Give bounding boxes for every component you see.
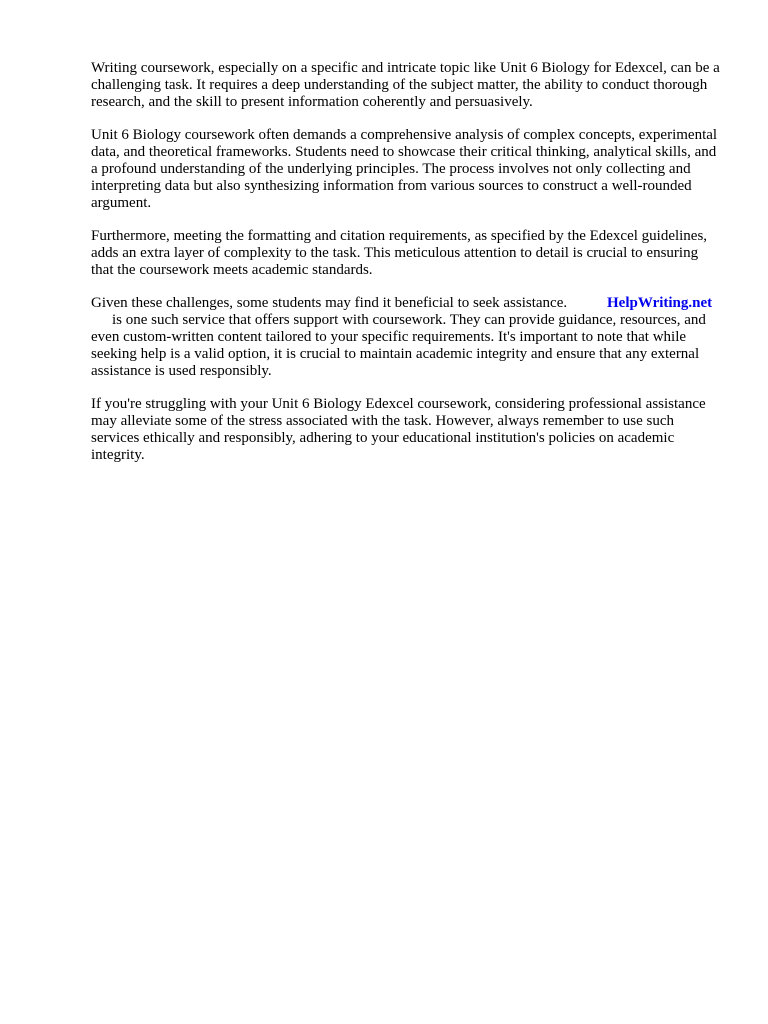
paragraph-formatting: Furthermore, meeting the formatting and citation requirements, as specified by the Edexcel guidelines, adds an extra layer of complexity to the task. This meticulous attention to detail is crucial to ensuring that the coursework meets academic standards. xyxy=(91,228,708,278)
paragraph-coursework-demands: Unit 6 Biology coursework often demands a comprehensive analysis of complex concepts, experimental data, and theoretical frameworks. Students need to showcase their critical thinking, analytical skills, and a profound understanding of the underlying principles. The process involves not only collecting and interpreting data but also synthesizing information from various sources to construct a well-rounded argument. xyxy=(91,127,718,211)
assistance-first-line xyxy=(91,295,723,312)
paragraph-assistance xyxy=(91,295,723,380)
paragraph-conclusion: If you're struggling with your Unit 6 Biology Edexcel coursework, considering professional assistance may alleviate some of the stress associated with the task. However, always remember to use such services ethically and responsibly, adhering to your educational institution's policies on academic integrity. xyxy=(91,396,706,463)
assistance-lead-text: Given these challenges, some students may find it beneficial to seek assistance. xyxy=(91,295,568,311)
paragraph-intro: Writing coursework, especially on a specific and intricate topic like Unit 6 Biology for Edexcel, can be a challenging task. It requires a deep understanding of the subject matter, the ability to conduct thorough research, and the skill to present information coherently and persuasively. xyxy=(91,60,720,110)
assistance-rest-wrapper xyxy=(91,312,723,380)
document-body xyxy=(91,60,723,480)
assistance-rest-text: is one such service that offers support with coursework. They can provide guidance, resources, and even custom-written content tailored to your specific requirements. It's important to note that while seeking help is a valid option, it is crucial to maintain academic integrity and ensure that any external assistance is used responsibly. xyxy=(91,312,706,379)
helpwriting-link[interactable]: HelpWriting.net xyxy=(607,295,713,311)
